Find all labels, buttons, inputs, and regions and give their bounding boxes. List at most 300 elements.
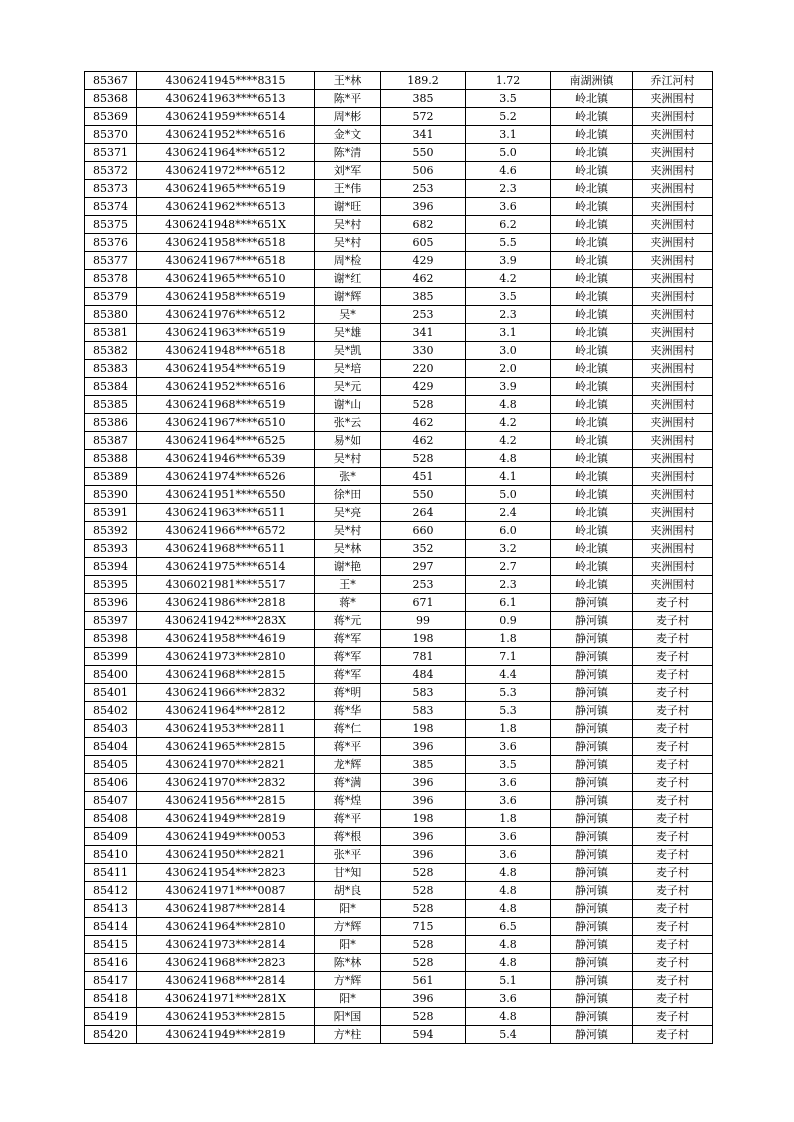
id-number-cell: 4306241973****2814 [137, 936, 315, 954]
village-cell: 麦子村 [633, 702, 713, 720]
table-row [85, 522, 713, 540]
amount-cell: 4.4 [466, 666, 551, 684]
name-cell: 谢*艳 [315, 558, 381, 576]
name-cell: 张*云 [315, 414, 381, 432]
table-row [85, 396, 713, 414]
amount-cell: 7.1 [466, 648, 551, 666]
area-cell: 451 [381, 468, 466, 486]
table-row [85, 126, 713, 144]
area-cell: 297 [381, 558, 466, 576]
town-cell: 静河镇 [551, 1008, 633, 1026]
table-row [85, 414, 713, 432]
table-row [85, 900, 713, 918]
town-cell: 静河镇 [551, 666, 633, 684]
id-number-cell: 4306241950****2821 [137, 846, 315, 864]
area-cell: 528 [381, 1008, 466, 1026]
id-number-cell: 4306241949****0053 [137, 828, 315, 846]
name-cell: 蒋*根 [315, 828, 381, 846]
id-number-cell: 4306241987****2814 [137, 900, 315, 918]
name-cell: 方*辉 [315, 918, 381, 936]
town-cell: 静河镇 [551, 720, 633, 738]
seq-cell: 85377 [85, 252, 137, 270]
amount-cell: 1.8 [466, 810, 551, 828]
table-row [85, 828, 713, 846]
village-cell: 麦子村 [633, 990, 713, 1008]
village-cell: 麦子村 [633, 972, 713, 990]
amount-cell: 4.8 [466, 900, 551, 918]
table-body [85, 72, 713, 1044]
id-number-cell: 4306241948****6518 [137, 342, 315, 360]
area-cell: 396 [381, 828, 466, 846]
name-cell: 蒋*平 [315, 738, 381, 756]
village-cell: 夹洲围村 [633, 108, 713, 126]
seq-cell: 85369 [85, 108, 137, 126]
id-number-cell: 4306241968****6519 [137, 396, 315, 414]
id-number-cell: 4306241964****2810 [137, 918, 315, 936]
village-cell: 麦子村 [633, 1008, 713, 1026]
name-cell: 阳* [315, 936, 381, 954]
name-cell: 吴*凯 [315, 342, 381, 360]
town-cell: 岭北镇 [551, 324, 633, 342]
seq-cell: 85396 [85, 594, 137, 612]
seq-cell: 85401 [85, 684, 137, 702]
name-cell: 谢*山 [315, 396, 381, 414]
seq-cell: 85370 [85, 126, 137, 144]
seq-cell: 85393 [85, 540, 137, 558]
town-cell: 静河镇 [551, 612, 633, 630]
area-cell: 528 [381, 954, 466, 972]
area-cell: 396 [381, 990, 466, 1008]
table-row [85, 648, 713, 666]
village-cell: 夹洲围村 [633, 234, 713, 252]
table-row [85, 1026, 713, 1044]
table-row [85, 954, 713, 972]
town-cell: 静河镇 [551, 900, 633, 918]
amount-cell: 5.3 [466, 684, 551, 702]
id-number-cell: 4306241968****2815 [137, 666, 315, 684]
seq-cell: 85387 [85, 432, 137, 450]
village-cell: 麦子村 [633, 774, 713, 792]
amount-cell: 3.5 [466, 756, 551, 774]
town-cell: 静河镇 [551, 882, 633, 900]
id-number-cell: 4306241968****2823 [137, 954, 315, 972]
area-cell: 253 [381, 180, 466, 198]
table-row [85, 486, 713, 504]
area-cell: 330 [381, 342, 466, 360]
table-row [85, 630, 713, 648]
town-cell: 静河镇 [551, 1026, 633, 1044]
name-cell: 陈*林 [315, 954, 381, 972]
id-number-cell: 4306241953****2815 [137, 1008, 315, 1026]
id-number-cell: 4306241959****6514 [137, 108, 315, 126]
town-cell: 岭北镇 [551, 540, 633, 558]
area-cell: 605 [381, 234, 466, 252]
village-cell: 麦子村 [633, 630, 713, 648]
village-cell: 夹洲围村 [633, 486, 713, 504]
amount-cell: 2.7 [466, 558, 551, 576]
village-cell: 夹洲围村 [633, 252, 713, 270]
amount-cell: 3.1 [466, 324, 551, 342]
name-cell: 谢*旺 [315, 198, 381, 216]
id-number-cell: 4306241971****281X [137, 990, 315, 1008]
seq-cell: 85416 [85, 954, 137, 972]
town-cell: 静河镇 [551, 954, 633, 972]
area-cell: 198 [381, 810, 466, 828]
amount-cell: 3.6 [466, 774, 551, 792]
town-cell: 静河镇 [551, 792, 633, 810]
id-number-cell: 4306241967****6518 [137, 252, 315, 270]
name-cell: 吴*雄 [315, 324, 381, 342]
table-row [85, 936, 713, 954]
seq-cell: 85398 [85, 630, 137, 648]
area-cell: 198 [381, 630, 466, 648]
amount-cell: 5.0 [466, 144, 551, 162]
seq-cell: 85419 [85, 1008, 137, 1026]
id-number-cell: 4306241963****6511 [137, 504, 315, 522]
village-cell: 夹洲围村 [633, 522, 713, 540]
amount-cell: 2.3 [466, 576, 551, 594]
town-cell: 岭北镇 [551, 162, 633, 180]
village-cell: 夹洲围村 [633, 162, 713, 180]
village-cell: 夹洲围村 [633, 126, 713, 144]
name-cell: 陈*清 [315, 144, 381, 162]
name-cell: 蒋*华 [315, 702, 381, 720]
village-cell: 麦子村 [633, 666, 713, 684]
id-number-cell: 4306241965****6519 [137, 180, 315, 198]
town-cell: 静河镇 [551, 594, 633, 612]
amount-cell: 4.8 [466, 396, 551, 414]
id-number-cell: 4306241958****6519 [137, 288, 315, 306]
amount-cell: 3.9 [466, 378, 551, 396]
table-row [85, 774, 713, 792]
village-cell: 麦子村 [633, 882, 713, 900]
village-cell: 夹洲围村 [633, 288, 713, 306]
amount-cell: 5.0 [466, 486, 551, 504]
seq-cell: 85389 [85, 468, 137, 486]
area-cell: 572 [381, 108, 466, 126]
town-cell: 岭北镇 [551, 180, 633, 198]
name-cell: 胡*良 [315, 882, 381, 900]
name-cell: 刘*军 [315, 162, 381, 180]
village-cell: 乔江河村 [633, 72, 713, 90]
amount-cell: 2.3 [466, 180, 551, 198]
village-cell: 麦子村 [633, 1026, 713, 1044]
table-row [85, 846, 713, 864]
table-row [85, 432, 713, 450]
seq-cell: 85405 [85, 756, 137, 774]
area-cell: 484 [381, 666, 466, 684]
seq-cell: 85404 [85, 738, 137, 756]
id-number-cell: 4306241956****2815 [137, 792, 315, 810]
town-cell: 静河镇 [551, 630, 633, 648]
seq-cell: 85417 [85, 972, 137, 990]
seq-cell: 85379 [85, 288, 137, 306]
town-cell: 静河镇 [551, 846, 633, 864]
name-cell: 吴*村 [315, 216, 381, 234]
town-cell: 静河镇 [551, 936, 633, 954]
amount-cell: 4.8 [466, 450, 551, 468]
name-cell: 王*林 [315, 72, 381, 90]
id-number-cell: 4306241964****6512 [137, 144, 315, 162]
seq-cell: 85367 [85, 72, 137, 90]
town-cell: 静河镇 [551, 738, 633, 756]
town-cell: 岭北镇 [551, 576, 633, 594]
table-row [85, 576, 713, 594]
village-cell: 麦子村 [633, 720, 713, 738]
town-cell: 静河镇 [551, 774, 633, 792]
seq-cell: 85385 [85, 396, 137, 414]
seq-cell: 85418 [85, 990, 137, 1008]
table-row [85, 450, 713, 468]
id-number-cell: 4306241963****6513 [137, 90, 315, 108]
area-cell: 583 [381, 702, 466, 720]
amount-cell: 4.6 [466, 162, 551, 180]
amount-cell: 4.2 [466, 414, 551, 432]
name-cell: 徐*田 [315, 486, 381, 504]
amount-cell: 6.5 [466, 918, 551, 936]
name-cell: 阳* [315, 990, 381, 1008]
table-row [85, 504, 713, 522]
amount-cell: 2.0 [466, 360, 551, 378]
area-cell: 528 [381, 450, 466, 468]
id-number-cell: 4306241966****2832 [137, 684, 315, 702]
area-cell: 462 [381, 270, 466, 288]
table-row [85, 72, 713, 90]
area-cell: 198 [381, 720, 466, 738]
id-number-cell: 4306241968****6511 [137, 540, 315, 558]
town-cell: 岭北镇 [551, 252, 633, 270]
area-cell: 341 [381, 126, 466, 144]
seq-cell: 85383 [85, 360, 137, 378]
id-number-cell: 4306241952****6516 [137, 126, 315, 144]
name-cell: 蒋*仁 [315, 720, 381, 738]
table-row [85, 684, 713, 702]
seq-cell: 85382 [85, 342, 137, 360]
id-number-cell: 4306241958****4619 [137, 630, 315, 648]
table-row [85, 972, 713, 990]
id-number-cell: 4306241974****6526 [137, 468, 315, 486]
area-cell: 715 [381, 918, 466, 936]
id-number-cell: 4306241949****2819 [137, 810, 315, 828]
amount-cell: 3.6 [466, 738, 551, 756]
seq-cell: 85408 [85, 810, 137, 828]
village-cell: 麦子村 [633, 612, 713, 630]
id-number-cell: 4306021981****5517 [137, 576, 315, 594]
name-cell: 张*平 [315, 846, 381, 864]
town-cell: 静河镇 [551, 810, 633, 828]
area-cell: 660 [381, 522, 466, 540]
village-cell: 夹洲围村 [633, 324, 713, 342]
table-row [85, 540, 713, 558]
town-cell: 静河镇 [551, 864, 633, 882]
amount-cell: 5.5 [466, 234, 551, 252]
town-cell: 岭北镇 [551, 144, 633, 162]
table-row [85, 756, 713, 774]
town-cell: 岭北镇 [551, 108, 633, 126]
town-cell: 岭北镇 [551, 216, 633, 234]
table-row [85, 720, 713, 738]
id-number-cell: 4306241945****8315 [137, 72, 315, 90]
area-cell: 341 [381, 324, 466, 342]
id-number-cell: 4306241962****6513 [137, 198, 315, 216]
village-cell: 夹洲围村 [633, 468, 713, 486]
area-cell: 550 [381, 144, 466, 162]
area-cell: 528 [381, 864, 466, 882]
name-cell: 王*伟 [315, 180, 381, 198]
area-cell: 528 [381, 396, 466, 414]
table-row [85, 216, 713, 234]
id-number-cell: 4306241949****2819 [137, 1026, 315, 1044]
village-cell: 麦子村 [633, 648, 713, 666]
name-cell: 蒋*明 [315, 684, 381, 702]
seq-cell: 85380 [85, 306, 137, 324]
table-row [85, 90, 713, 108]
village-cell: 夹洲围村 [633, 342, 713, 360]
name-cell: 蒋*平 [315, 810, 381, 828]
table-row [85, 270, 713, 288]
id-number-cell: 4306241942****283X [137, 612, 315, 630]
amount-cell: 2.3 [466, 306, 551, 324]
seq-cell: 85402 [85, 702, 137, 720]
town-cell: 岭北镇 [551, 378, 633, 396]
area-cell: 264 [381, 504, 466, 522]
table-row [85, 612, 713, 630]
village-cell: 夹洲围村 [633, 396, 713, 414]
id-number-cell: 4306241973****2810 [137, 648, 315, 666]
seq-cell: 85394 [85, 558, 137, 576]
amount-cell: 4.8 [466, 936, 551, 954]
id-number-cell: 4306241970****2821 [137, 756, 315, 774]
table-row [85, 864, 713, 882]
town-cell: 岭北镇 [551, 450, 633, 468]
village-cell: 夹洲围村 [633, 450, 713, 468]
name-cell: 方*辉 [315, 972, 381, 990]
area-cell: 594 [381, 1026, 466, 1044]
seq-cell: 85371 [85, 144, 137, 162]
town-cell: 静河镇 [551, 828, 633, 846]
village-cell: 夹洲围村 [633, 144, 713, 162]
table-row [85, 1008, 713, 1026]
table-row [85, 990, 713, 1008]
id-number-cell: 4306241954****6519 [137, 360, 315, 378]
town-cell: 静河镇 [551, 756, 633, 774]
amount-cell: 4.2 [466, 432, 551, 450]
area-cell: 396 [381, 846, 466, 864]
amount-cell: 4.2 [466, 270, 551, 288]
id-number-cell: 4306241966****6572 [137, 522, 315, 540]
village-cell: 麦子村 [633, 954, 713, 972]
town-cell: 岭北镇 [551, 306, 633, 324]
data-table [84, 71, 713, 1044]
seq-cell: 85373 [85, 180, 137, 198]
seq-cell: 85414 [85, 918, 137, 936]
village-cell: 麦子村 [633, 756, 713, 774]
id-number-cell: 4306241967****6510 [137, 414, 315, 432]
name-cell: 方*柱 [315, 1026, 381, 1044]
seq-cell: 85399 [85, 648, 137, 666]
name-cell: 蒋*煌 [315, 792, 381, 810]
name-cell: 吴*亮 [315, 504, 381, 522]
area-cell: 550 [381, 486, 466, 504]
seq-cell: 85375 [85, 216, 137, 234]
area-cell: 583 [381, 684, 466, 702]
amount-cell: 1.72 [466, 72, 551, 90]
village-cell: 夹洲围村 [633, 558, 713, 576]
area-cell: 253 [381, 576, 466, 594]
name-cell: 蒋*军 [315, 648, 381, 666]
area-cell: 99 [381, 612, 466, 630]
area-cell: 385 [381, 288, 466, 306]
amount-cell: 4.8 [466, 864, 551, 882]
area-cell: 429 [381, 378, 466, 396]
id-number-cell: 4306241952****6516 [137, 378, 315, 396]
amount-cell: 4.8 [466, 882, 551, 900]
name-cell: 吴*村 [315, 522, 381, 540]
seq-cell: 85368 [85, 90, 137, 108]
amount-cell: 5.4 [466, 1026, 551, 1044]
amount-cell: 3.0 [466, 342, 551, 360]
amount-cell: 1.8 [466, 630, 551, 648]
name-cell: 张* [315, 468, 381, 486]
town-cell: 岭北镇 [551, 558, 633, 576]
village-cell: 夹洲围村 [633, 180, 713, 198]
id-number-cell: 4306241964****6525 [137, 432, 315, 450]
town-cell: 静河镇 [551, 918, 633, 936]
table-row [85, 738, 713, 756]
name-cell: 蒋*元 [315, 612, 381, 630]
area-cell: 396 [381, 738, 466, 756]
table-row [85, 198, 713, 216]
town-cell: 岭北镇 [551, 486, 633, 504]
town-cell: 静河镇 [551, 684, 633, 702]
area-cell: 396 [381, 792, 466, 810]
table-row [85, 792, 713, 810]
town-cell: 岭北镇 [551, 432, 633, 450]
id-number-cell: 4306241954****2823 [137, 864, 315, 882]
amount-cell: 0.9 [466, 612, 551, 630]
table-row [85, 234, 713, 252]
id-number-cell: 4306241965****6510 [137, 270, 315, 288]
seq-cell: 85411 [85, 864, 137, 882]
amount-cell: 3.5 [466, 288, 551, 306]
id-number-cell: 4306241964****2812 [137, 702, 315, 720]
area-cell: 385 [381, 756, 466, 774]
town-cell: 岭北镇 [551, 396, 633, 414]
village-cell: 麦子村 [633, 846, 713, 864]
table-row [85, 360, 713, 378]
id-number-cell: 4306241986****2818 [137, 594, 315, 612]
name-cell: 周*彬 [315, 108, 381, 126]
seq-cell: 85390 [85, 486, 137, 504]
amount-cell: 5.1 [466, 972, 551, 990]
town-cell: 岭北镇 [551, 90, 633, 108]
table-row [85, 666, 713, 684]
village-cell: 夹洲围村 [633, 540, 713, 558]
id-number-cell: 4306241965****2815 [137, 738, 315, 756]
seq-cell: 85403 [85, 720, 137, 738]
name-cell: 易*如 [315, 432, 381, 450]
village-cell: 夹洲围村 [633, 504, 713, 522]
name-cell: 周*检 [315, 252, 381, 270]
id-number-cell: 4306241951****6550 [137, 486, 315, 504]
village-cell: 夹洲围村 [633, 270, 713, 288]
amount-cell: 3.2 [466, 540, 551, 558]
town-cell: 岭北镇 [551, 504, 633, 522]
amount-cell: 5.2 [466, 108, 551, 126]
id-number-cell: 4306241970****2832 [137, 774, 315, 792]
amount-cell: 1.8 [466, 720, 551, 738]
village-cell: 麦子村 [633, 900, 713, 918]
